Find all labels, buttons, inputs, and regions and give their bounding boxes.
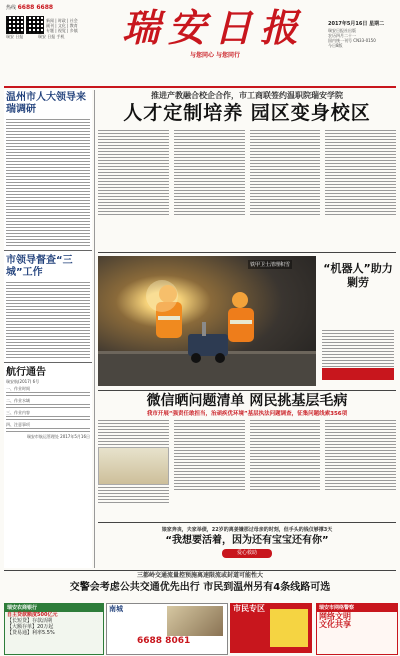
- ad-middle-phone: 6688 8061: [137, 636, 191, 646]
- ad-left-line: 【大额存单】20万起: [7, 624, 54, 630]
- ad-left-line: 【长短贷】存款活期: [7, 618, 53, 624]
- ad-middle: [106, 603, 228, 655]
- ad-middle-image: [167, 606, 223, 636]
- left-menu-line: 新闻 | 时政 | 社会: [46, 18, 78, 23]
- notice-item: 三、作业内容: [6, 410, 30, 415]
- issue-info: [328, 28, 398, 48]
- story2-body: [4, 282, 92, 358]
- left-menu-line: 专题 | 视觉 | 乡镇: [46, 28, 78, 33]
- left-column-divider: [94, 90, 95, 568]
- top-story-body: [98, 130, 396, 248]
- slogan: 与您同心 与您同行: [189, 52, 241, 59]
- top-story-headline: 人才定制培养 园区变身校区: [123, 102, 371, 124]
- notice-footer: 瑞安市航运管理处 2017年5月16日: [26, 434, 90, 439]
- top-story-rule: [98, 252, 396, 253]
- notice-title: 航行通告: [6, 367, 46, 378]
- bottom-story-headline: “我想要活着，因为还有宝宝还有你”: [165, 535, 329, 546]
- hotline-label: 热线 6688 6688: [6, 4, 54, 11]
- lead-bar-headline: 交警会考虑公共交通优先出行 市民到温州另有4条线路可选: [69, 582, 331, 593]
- notice-subtitle: 瑞安航(2017) 6号: [6, 379, 40, 384]
- ad-left: [4, 603, 104, 655]
- hotline-number: 6688 6688: [17, 4, 54, 11]
- mid-story-inset-image: [98, 447, 169, 485]
- qr-code-left2: [26, 16, 44, 34]
- ad-right: [316, 603, 398, 655]
- mid-story-headline: 微信晒问题清单 网民挑基层毛病: [146, 393, 348, 409]
- story1-body: [4, 119, 92, 246]
- issue-info-line: 国内统一刊号 CN33-0150: [328, 38, 376, 43]
- photo-banner: 铁甲卫士清理积雪: [250, 262, 291, 268]
- issue-info-line: 瑞安日报社出版: [328, 28, 356, 33]
- top-story-kicker: 推进产教融合校企合作，市工商联签约温职院瑞安学院: [151, 91, 343, 100]
- notice-item: 一、作业时间: [6, 386, 30, 391]
- top-story: [98, 90, 396, 250]
- bottom-story: [98, 524, 396, 568]
- ad-left-line: 【贷易通】利率5.5%: [7, 630, 55, 636]
- mid-story-body: [98, 420, 396, 518]
- ad-right-brand: 瑞安市网络警察: [317, 604, 397, 612]
- qr-label-left: 瑞安 日报: [6, 34, 24, 39]
- photo-rule: [98, 390, 396, 391]
- mid-story-subhead: 我市开展“强责任敢担当，治顽疾优环境”基层执法问题调查，征集问题线索356项: [146, 411, 348, 417]
- ad-strip: [4, 603, 396, 653]
- bottom-story-kicker: 娘家奔丧，夫家举债，22岁的离姜嫌那过母亲的时刻，但手头的钱仅够撑3天: [161, 527, 333, 533]
- left-menu: [46, 18, 92, 33]
- ad-left-brand: 瑞安农商银行: [5, 604, 103, 612]
- masthead: [0, 0, 400, 86]
- photo-workers-illustration: [98, 256, 316, 386]
- notice-item: 二、作业水域: [6, 398, 30, 403]
- mid-story: [98, 392, 396, 520]
- ad-right-line: 网络文明: [319, 612, 351, 621]
- qr-label-right: 瑞安 日报 手机: [38, 34, 65, 39]
- ad-right-line: 文化共享: [319, 620, 351, 629]
- story2-title: 市领导督查“三城”工作: [6, 255, 73, 278]
- qr-code-left: [6, 16, 24, 34]
- ad-market: [230, 603, 312, 653]
- photo-caption-title: “机器人”助力剿劳: [323, 262, 393, 289]
- news-photo: [98, 256, 316, 386]
- notice-items: [4, 386, 92, 439]
- lead-bar-kicker: 三都岭交通流量控预施离速限流或封道可能性大: [136, 572, 263, 579]
- ad-market-tag: 市民专区: [233, 604, 265, 613]
- issue-info-line: 农历四月二十一: [328, 33, 356, 38]
- photo-caption-qr-bar: [322, 368, 394, 380]
- lead-bar: [4, 571, 396, 601]
- ad-left-line: 自主贷款额度500亿元: [7, 612, 58, 618]
- ad-market-box: [270, 609, 308, 647]
- mid-story-rule: [98, 522, 396, 523]
- left-column: [4, 90, 92, 568]
- photo-caption: [320, 256, 396, 386]
- bottom-story-tag: 爱心救助: [222, 549, 272, 558]
- left-menu-line: 副刊 | 文化 | 教育: [46, 23, 78, 28]
- masthead-rule: [4, 86, 396, 88]
- notice-item: 四、注意事项: [6, 422, 30, 427]
- issue-info-line: 今日8版: [328, 43, 343, 48]
- ad-middle-brand: 南城: [109, 605, 123, 613]
- issue-date: 2017年5月16日 星期二: [328, 21, 385, 27]
- story1-title: 温州市人大领导来瑞调研: [6, 92, 86, 115]
- newspaper-title: 瑞安日报: [121, 5, 306, 50]
